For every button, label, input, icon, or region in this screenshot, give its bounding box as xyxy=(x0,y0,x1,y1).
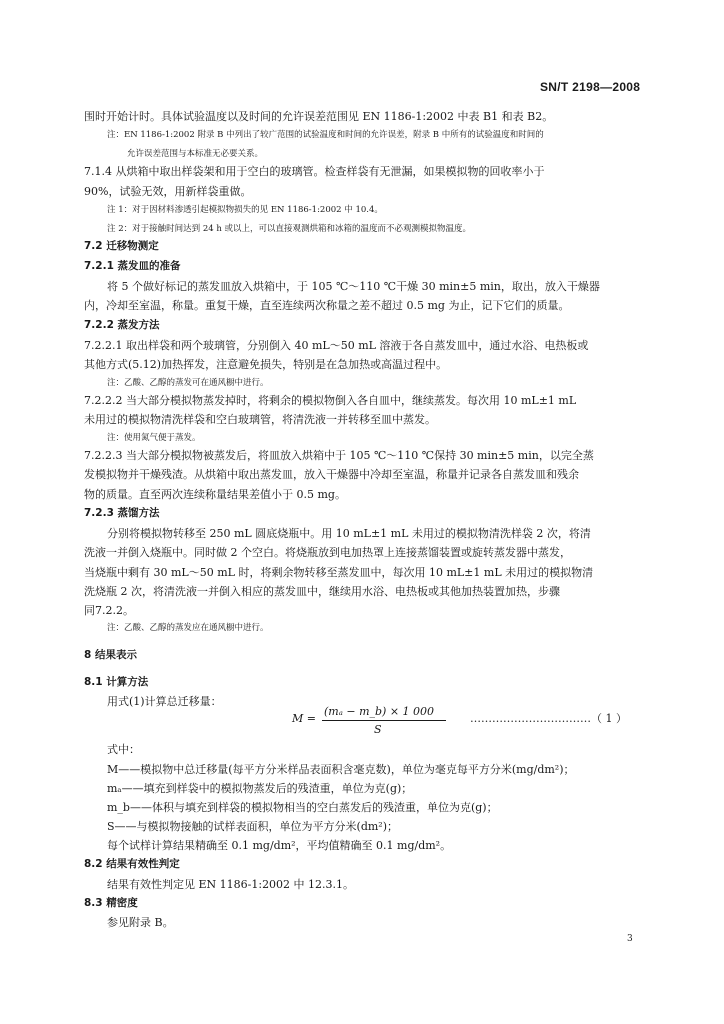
section-heading-8-2: 8.2 结果有效性判定 xyxy=(84,858,180,870)
body-text: 内，冷却至室温，称量。重复干燥，直至连续两次称量之差不超过 0.5 mg 为止，记下它们的质量。 xyxy=(84,299,570,312)
body-text: 每个试样计算结果精确至 0.1 mg/dm²，平均值精确至 0.1 mg/dm²。 xyxy=(107,839,452,852)
body-text: 将 5 个做好标记的蒸发皿放入烘箱中，于 105 ℃～110 ℃干燥 30 min±5 min，取出，放入干燥器 xyxy=(107,280,600,293)
body-text: 当烧瓶中剩有 30 mL～50 mL 时，将剩余物转移至蒸发皿中，每次用 10 mL±1 mL 未用过的模拟物清 xyxy=(84,566,594,579)
body-text: 其他方式(5.12)加热挥发，注意避免损失，特别是在急加热或高温过程中。 xyxy=(84,358,448,371)
definition-mb: m_b——体积与填充到样袋的模拟物相当的空白蒸发后的残渣重，单位为克(g)； xyxy=(107,801,498,814)
standard-code-header: SN/T 2198—2008 xyxy=(540,80,641,94)
formula-fraction xyxy=(310,705,460,735)
body-text: 同7.2.2。 xyxy=(84,604,134,617)
body-text: 未用过的模拟物清洗样袋和空白玻璃管，将清洗液一并转移至皿中蒸发。 xyxy=(84,413,436,426)
section-heading-8-1: 8.1 计算方法 xyxy=(84,676,149,688)
formula-numerator: (mₐ − m_b) × 1 000 xyxy=(324,705,435,718)
body-text: 洗烧瓶 2 次，将清洗液一并倒入相应的蒸发皿中，继续用水浴、电热板或其他加热装置加热，步骤 xyxy=(84,585,560,598)
clause-7-1-4: 7.1.4 从烘箱中取出样袋架和用于空白的玻璃管。检查样袋有无泄漏，如果模拟物的回收率小于 xyxy=(84,165,545,178)
body-text: 结果有效性判定见 EN 1186-1:2002 中 12.3.1。 xyxy=(107,878,355,891)
note-text: 注：乙酸、乙醇的蒸发可在通风橱中进行。 xyxy=(107,378,269,388)
formula-denominator: S xyxy=(374,723,382,736)
section-heading-8: 8 结果表示 xyxy=(84,649,137,661)
body-text: 发模拟物并干燥残渣。从烘箱中取出蒸发皿，放入干燥器中冷却至室温，称量并记录各自蒸发皿和残余 xyxy=(84,468,579,481)
section-heading-7-2-3: 7.2.3 蒸馏方法 xyxy=(84,507,160,519)
definition-M: M——模拟物中总迁移量(每平方分米样品表面积含毫克数)，单位为毫克每平方分米(mg/dm²)； xyxy=(107,763,575,776)
formula-number: ……………………………（ 1 ） xyxy=(470,712,627,725)
body-text: 分别将模拟物转移至 250 mL 圆底烧瓶中。用 10 mL±1 mL 未用过的模拟物清洗样袋 2 次，将清 xyxy=(107,527,591,540)
clause-7-2-2-1: 7.2.2.1 取出样袋和两个玻璃管，分别倒入 40 mL～50 mL 溶液于各自蒸发皿中，通过水浴、电热板或 xyxy=(84,339,589,352)
section-heading-7-2-2: 7.2.2 蒸发方法 xyxy=(84,319,160,331)
body-text: 围时开始计时。具体试验温度以及时间的允许误差范围见 EN 1186-1:2002 中表 B1 和表 B2。 xyxy=(84,110,554,123)
body-text: 90%，试验无效，用新样袋重做。 xyxy=(84,185,252,198)
note-text: 注：EN 1186-1:2002 附录 B 中列出了较广范围的试验温度和时间的允许误差，附录 B 中所有的试验温度和时间的 xyxy=(107,130,544,140)
note-text: 允许误差范围与本标准无必要关系。 xyxy=(127,149,264,159)
body-text: 参见附录 B。 xyxy=(107,916,174,929)
note-text: 注 1：对于因材料渗透引起模拟物损失的见 EN 1186-1:2002 中 10.4。 xyxy=(107,205,383,215)
body-text: 用式(1)计算总迁移量： xyxy=(107,695,222,708)
note-text: 注：乙酸、乙醇的蒸发应在通风橱中进行。 xyxy=(107,623,269,633)
clause-7-2-2-2: 7.2.2.2 当大部分模拟物蒸发掉时，将剩余的模拟物倒入各自皿中，继续蒸发。每次用 10 mL±1 mL xyxy=(84,394,577,407)
body-text: 物的质量。直至两次连续称量结果差值小于 0.5 mg。 xyxy=(84,488,346,501)
section-heading-7-2: 7.2 迁移物测定 xyxy=(84,240,159,252)
note-text: 注：使用氮气便于蒸发。 xyxy=(107,433,201,443)
page-number: 3 xyxy=(627,934,633,944)
body-text: 洗液一并倒入烧瓶中。同时做 2 个空白。将烧瓶放到电加热罩上连接蒸馏装置或旋转蒸发器中蒸发， xyxy=(84,546,571,559)
header-rule xyxy=(83,99,641,100)
note-text: 注 2：对于接触时间达到 24 h 或以上，可以直接观测烘箱和冰箱的温度而不必观测模拟物温度。 xyxy=(107,224,472,234)
section-heading-8-3: 8.3 精密度 xyxy=(84,897,138,909)
body-text: 式中： xyxy=(107,743,140,756)
formula-lhs: M = xyxy=(292,712,316,725)
definition-S: S——与模拟物接触的试样表面积，单位为平方分米(dm²)； xyxy=(107,820,398,833)
definition-ma: mₐ——填充到样袋中的模拟物蒸发后的残渣重，单位为克(g)； xyxy=(107,782,413,795)
clause-7-2-2-3: 7.2.2.3 当大部分模拟物被蒸发后，将皿放入烘箱中于 105 ℃～110 ℃保持 30 min±5 min，以完全蒸 xyxy=(84,449,594,462)
fraction-bar xyxy=(322,720,446,721)
section-heading-7-2-1: 7.2.1 蒸发皿的准备 xyxy=(84,260,181,272)
